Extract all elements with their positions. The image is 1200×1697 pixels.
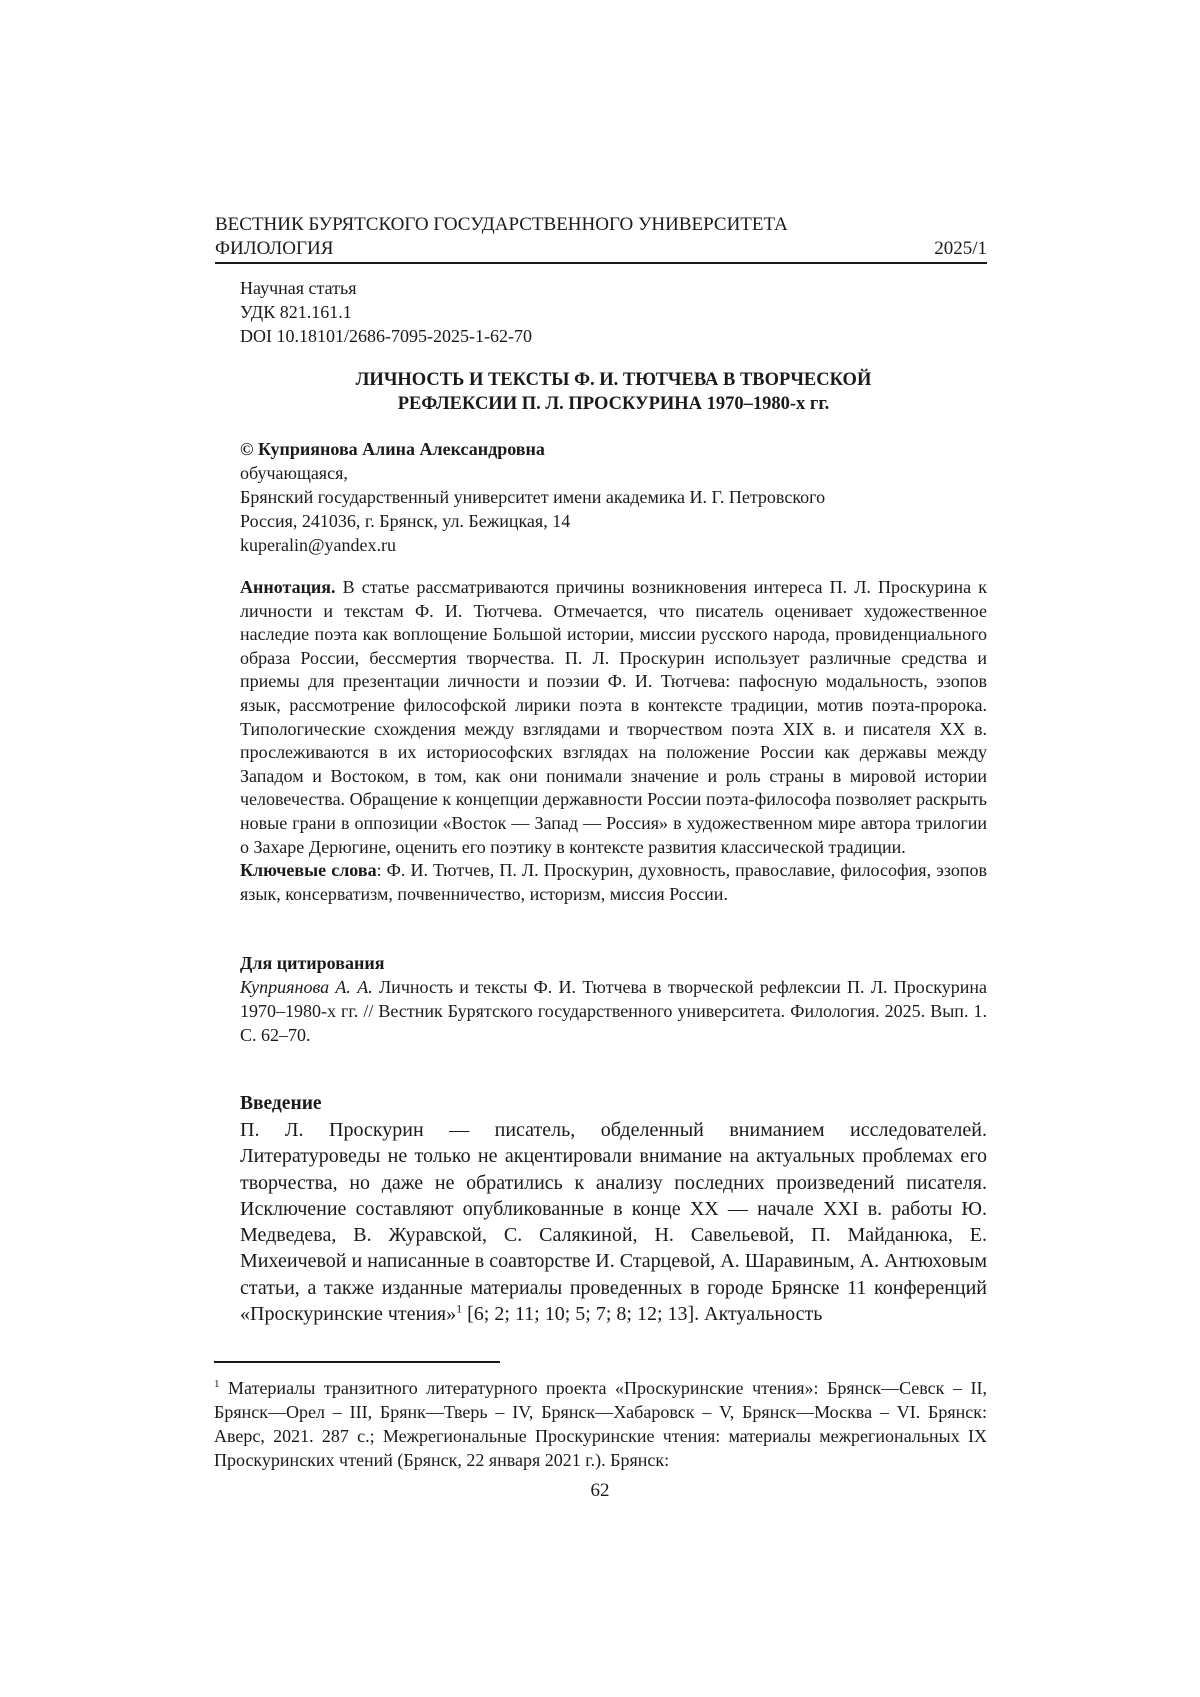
running-header-section: ФИЛОЛОГИЯ xyxy=(215,238,334,259)
abstract-text: В статье рассматриваются причины возникновения интереса П. Л. Проскурина к личности и текстам Ф. И. Тютчева. Отмечается, что писатель оценивает художественное наследие поэта как воплощение Большой истории, миссии русского народа, провиденциального образа России, бессмертия творчества. П. Л. Проскурин использует различные средства и приемы для презентации личности и поэзии Ф. И. Тютчева: пафосную модальность, эзопов язык, рассмотрение философской лирики поэта в контексте традиции, мотив поэта-пророка. Типологические схождения между взглядами и творчеством поэта XIX в. и писателя XX в. прослеживаются в их историософских взглядах на положение России как державы между Западом и Востоком, в том, как они понимали значение и роль страны в мировой истории человечества. Обращение к концепции державности России поэта-философа позволяет раскрыть новые грани в оппозиции «Восток — Запад — Россия» в художественном мире автора трилогии о Захаре Дерюгине, оценить его поэтику в контексте развития классической традиции. xyxy=(240,577,987,857)
doi: DOI 10.18101/2686-7095-2025-1-62-70 xyxy=(240,326,532,346)
article-title-line-1: ЛИЧНОСТЬ И ТЕКСТЫ Ф. И. ТЮТЧЕВА В ТВОРЧЕСКОЙ xyxy=(355,370,872,390)
author-block xyxy=(240,437,825,557)
abstract-block xyxy=(240,576,987,906)
article-title-line-2: РЕФЛЕКСИИ П. Л. ПРОСКУРИНА 1970–1980-х гг. xyxy=(397,394,830,414)
citation-author: Куприянова А. А. xyxy=(240,977,373,997)
author-email[interactable]: kuperalin@yandex.ru xyxy=(240,535,397,555)
intro-text-after: [6; 2; 11; 10; 5; 7; 8; 12; 13]. Актуальность xyxy=(462,1303,823,1326)
header-rule xyxy=(215,262,987,264)
intro-paragraph xyxy=(240,1117,987,1327)
keywords-label: Ключевые слова xyxy=(240,860,377,881)
udc-code: УДК 821.161.1 xyxy=(240,302,352,322)
citation-block xyxy=(240,951,987,1047)
footnote-text: Материалы транзитного литературного проекта «Проскуринские чтения»: Брянск—Севск – II, Брянск—Орел – III, Брянк—Тверь – IV, Брянск—Хабаровск – V, Брянск—Москва – VI. Брянск: Аверс, 2021. 287 с.; Межрегиональные Проскуринские чтения: материалы межрегиональных IX Проскуринских чтений (Брянск, 22 января 2021 г.). Брянск: xyxy=(214,1378,987,1470)
intro-heading: Введение xyxy=(240,1093,322,1114)
keywords-paragraph xyxy=(240,859,987,906)
keywords-text: : Ф. И. Тютчев, П. Л. Проскурин, духовность, православие, философия, эзопов язык, консерватизм, почвенничество, историзм, миссия России. xyxy=(240,860,988,904)
author-name: © Куприянова Алина Александровна xyxy=(240,439,545,459)
footnote-mark: 1 xyxy=(214,1378,220,1390)
author-status: обучающаяся, xyxy=(240,463,348,483)
citation-reference: Личность и тексты Ф. И. Тютчева в творческой рефлексии П. Л. Проскурина 1970–1980-х гг. // Вестник Бурятского государственного университета. Филология. 2025. Вып. 1. С. 62–70. xyxy=(240,977,987,1045)
article-title xyxy=(240,368,987,416)
article-type: Научная статья xyxy=(240,278,357,298)
abstract-label: Аннотация. xyxy=(240,577,336,597)
running-header-journal: ВЕСТНИК БУРЯТСКОГО ГОСУДАРСТВЕННОГО УНИВЕРСИТЕТА xyxy=(215,214,788,235)
footnote xyxy=(214,1376,987,1472)
author-affiliation: Брянский государственный университет имени академика И. Г. Петровского xyxy=(240,487,826,507)
intro-text-before: П. Л. Проскурин — писатель, обделенный вниманием исследователей. Литературоведы не только не акцентировали внимание на актуальных проблемах его творчества, но даже не обратились к анализу последних произведений писателя. Исключение составляют опубликованные в конце XX — начале XXI в. работы Ю. Медведева, В. Журавской, С. Салякиной, Н. Савельевой, П. Майданюка, Е. Михеичевой и написанные в соавторстве И. Старцевой, А. Шаравиным, А. Антюховым статьи, а также изданные материалы проведенных в городе Брянске 11 конференций «Проскуринские чтения» xyxy=(240,1119,987,1326)
article-meta xyxy=(240,276,532,348)
page-number: 62 xyxy=(590,1480,610,1501)
citation-heading: Для цитирования xyxy=(240,953,385,973)
footnote-rule xyxy=(214,1361,500,1363)
footnote-reference[interactable]: 1 xyxy=(456,1301,463,1316)
author-address: Россия, 241036, г. Брянск, ул. Бежицкая, 14 xyxy=(240,511,571,531)
running-header-issue: 2025/1 xyxy=(934,238,987,259)
citation-text xyxy=(240,975,987,1047)
abstract-paragraph xyxy=(240,576,987,859)
